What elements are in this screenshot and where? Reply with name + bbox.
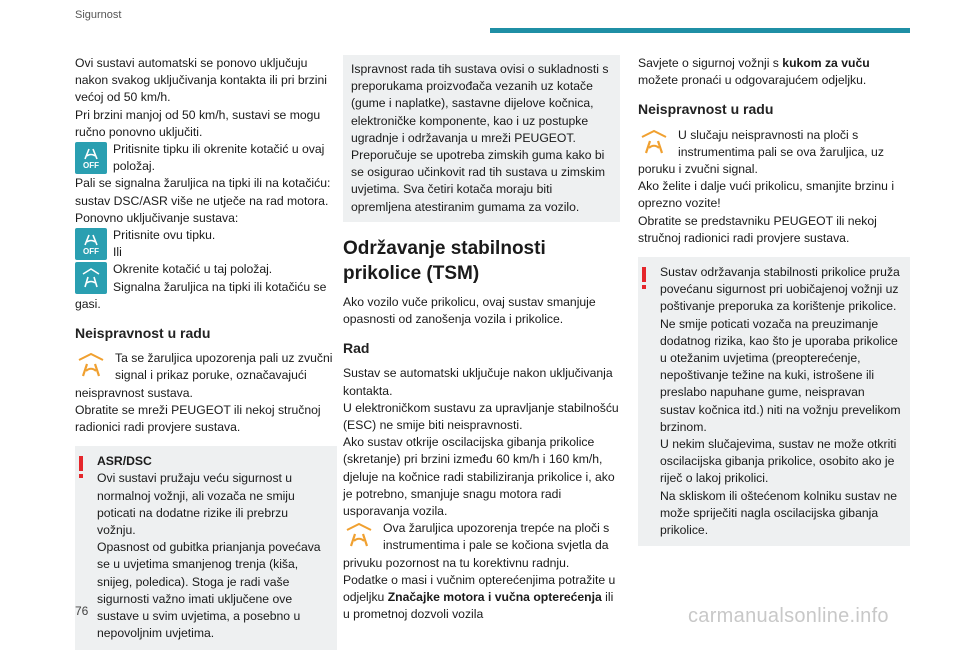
- paragraph: Pali se signalna žaruljica na tipki ili na kotačiću: sustav DSC/ASR više ne utječe na rad motora.: [75, 176, 331, 208]
- paragraph: Ova žaruljica upozorenja trepće na ploči s instrumentima i pale se kočiona svjetla da privuku pozornost na tu korektivnu radnju.: [343, 521, 610, 570]
- paragraph: Pritisnite ovu tipku.: [113, 228, 216, 243]
- section-title: Sigurnost: [75, 9, 122, 21]
- section-heading: Rad: [343, 340, 370, 357]
- paragraph: Ovi sustavi automatski se ponovo uključuju nakon svakog uključivanja kontakta ili pri brzini većoj od 50 km/h.: [75, 56, 328, 105]
- exclamation-icon: [78, 456, 84, 478]
- warning-box: [75, 446, 337, 649]
- paragraph: Obratite se mreži PEUGEOT ili nekoj stručnoj radionici radi provjere sustava.: [75, 402, 321, 435]
- text-run: Savjete o sigurnoj vožnji s: [638, 56, 783, 70]
- off-label: OFF: [83, 246, 99, 256]
- text-run: možete pronaći u odgovarajućem odjeljku.: [638, 73, 867, 88]
- column-2: [343, 55, 620, 623]
- bold-reference: kukom za vuču: [782, 56, 870, 70]
- instruction-row: [343, 520, 620, 572]
- column-3: [638, 55, 910, 546]
- paragraph: Obratite se predstavniku PEUGEOT ili nekoj stručnoj radionici radi provjere sustava.: [638, 213, 877, 245]
- instruction-row: [638, 127, 910, 179]
- wheel-knob-icon: [75, 262, 107, 294]
- chapter-heading: Održavanje stabilnosti prikolice (TSM): [343, 237, 546, 284]
- paragraph: [343, 572, 620, 624]
- paragraph: Preporučuje se upotreba zimskih guma kako bi se osigurao učinkovit rad tih sustava u zimskim uvjetima. Sva četiri kotača moraju biti opremljena atestiranim gumama za vozilo.: [351, 148, 606, 214]
- exclamation-icon: [641, 267, 647, 289]
- paragraph: Ta se žaruljica upozorenja pali uz zvučni signal i prikaz poruke, označavajući neispravnost sustava.: [75, 351, 333, 400]
- section-heading: Neispravnost u radu: [638, 101, 774, 118]
- watermark: carmanualsonline.info: [688, 605, 889, 627]
- esc-off-button-icon: [75, 228, 107, 260]
- paragraph: U nekim slučajevima, sustav ne može otkriti oscilacijska gibanja prikolice, osobito ako je riječ o lakoj prikolici.: [660, 437, 897, 486]
- info-box: [343, 55, 620, 222]
- header-accent-bar: [490, 28, 910, 33]
- paragraph: Ispravnost rada tih sustava ovisi o sukladnosti s preporukama proizvođača vezanih uz kotače (gume i naplatke), sastavne dijelove kočnica, elektroničke komponente, kao i uz postupke ugradnje i održavanja u mreži PEUGEOT.: [351, 62, 609, 145]
- warning-lamp-icon: [75, 351, 109, 377]
- paragraph: Signalna žaruljica na tipki ili kotačiću se gasi.: [75, 279, 327, 311]
- warning-lamp-icon: [638, 128, 672, 154]
- text-run: Podatke o masi i vučnim opterećenjima potražite u odjeljku: [343, 572, 616, 605]
- paragraph: Sustav održavanja stabilnosti prikolice pruža povećanu sigurnost pri uobičajenoj vožnji uz poštivanje preporuka za korištenje prikolice. Ne smije poticati vozača na preuzimanje dodatnog rizika, kao što je uporaba prikolice u otežanim uvjetima (preopterećenje, nepoštivanje težine na kuki, istrošene ili preslabo napuhane gume, neispravan sustav kočnica itd.) niti na vožnju prevelikom brzinom.: [660, 265, 901, 434]
- paragraph: U elektroničkom sustavu za upravljanje stabilnošću (ESC) ne smije biti neispravnosti.: [343, 400, 619, 433]
- paragraph: Ako sustav otkrije oscilacijska gibanja prikolice (skretanje) pri brzini između 60 km/h i 160 km/h, djeluje na kočnice radi stabiliziranja prikolice i, ako je potrebno, smanjuje snagu motora radi usporavanja vozila.: [343, 435, 615, 519]
- paragraph: Pritisnite tipku ili okrenite kotačić u ovaj položaj.: [113, 142, 325, 174]
- instruction-row: [75, 141, 337, 175]
- paragraph: Sustav se automatski uključuje nakon uključivanja kontakta.: [343, 366, 613, 398]
- column-1: [75, 55, 337, 650]
- paragraph: U slučaju neispravnosti na ploči s instrumentima pali se ova žaruljica, uz poruku i zvučni signal.: [638, 127, 884, 177]
- off-label: OFF: [83, 160, 99, 170]
- text-run: ili u prometnoj dozvoli vozila: [343, 590, 614, 622]
- paragraph: Okrenite kotačić u taj položaj.: [113, 262, 273, 277]
- paragraph: Ponovno uključivanje sustava:: [75, 210, 239, 225]
- paragraph: Pri brzini manjoj od 50 km/h, sustavi se mogu ručno ponovno uključiti.: [75, 107, 321, 139]
- paragraph: Na skliskom ili oštećenom kolniku sustav ne može spriječiti nagla oscilacijska gibanja prikolice.: [660, 488, 898, 538]
- instruction-row: [75, 350, 337, 402]
- paragraph: Ako želite i dalje vući prikolicu, smanjite brzinu i oprezno vozite!: [638, 179, 895, 211]
- page-number: 76: [75, 604, 89, 618]
- paragraph: Ili: [113, 245, 122, 260]
- paragraph: Ako vozilo vuče prikolicu, ovaj sustav smanjuje opasnosti od zanošenja vozila i prikolice.: [343, 294, 596, 327]
- paragraph: Opasnost od gubitka prianjanja povećava se u uvjetima smanjenog trenja (kiša, snijeg, poledica). Stoga je radi vaše sigurnosti važno imati uključene ove sustave u svim uvjetima, a posebno u nepovoljnim uvjetima.: [97, 540, 321, 641]
- esc-off-button-icon: [75, 142, 107, 174]
- instruction-row: [75, 261, 337, 278]
- paragraph: [638, 55, 910, 89]
- section-heading: Neispravnost u radu: [75, 325, 211, 342]
- warning-box: [638, 257, 910, 546]
- box-title: ASR/DSC: [97, 454, 152, 469]
- paragraph: Ovi sustavi pružaju veću sigurnost u normalnoj vožnji, ali vozača ne smiju poticati na dodatne rizike ili prebrzu vožnju.: [97, 471, 295, 538]
- warning-lamp-icon: [343, 521, 377, 547]
- bold-reference: Značajke motora i vučna opterećenja: [387, 590, 602, 605]
